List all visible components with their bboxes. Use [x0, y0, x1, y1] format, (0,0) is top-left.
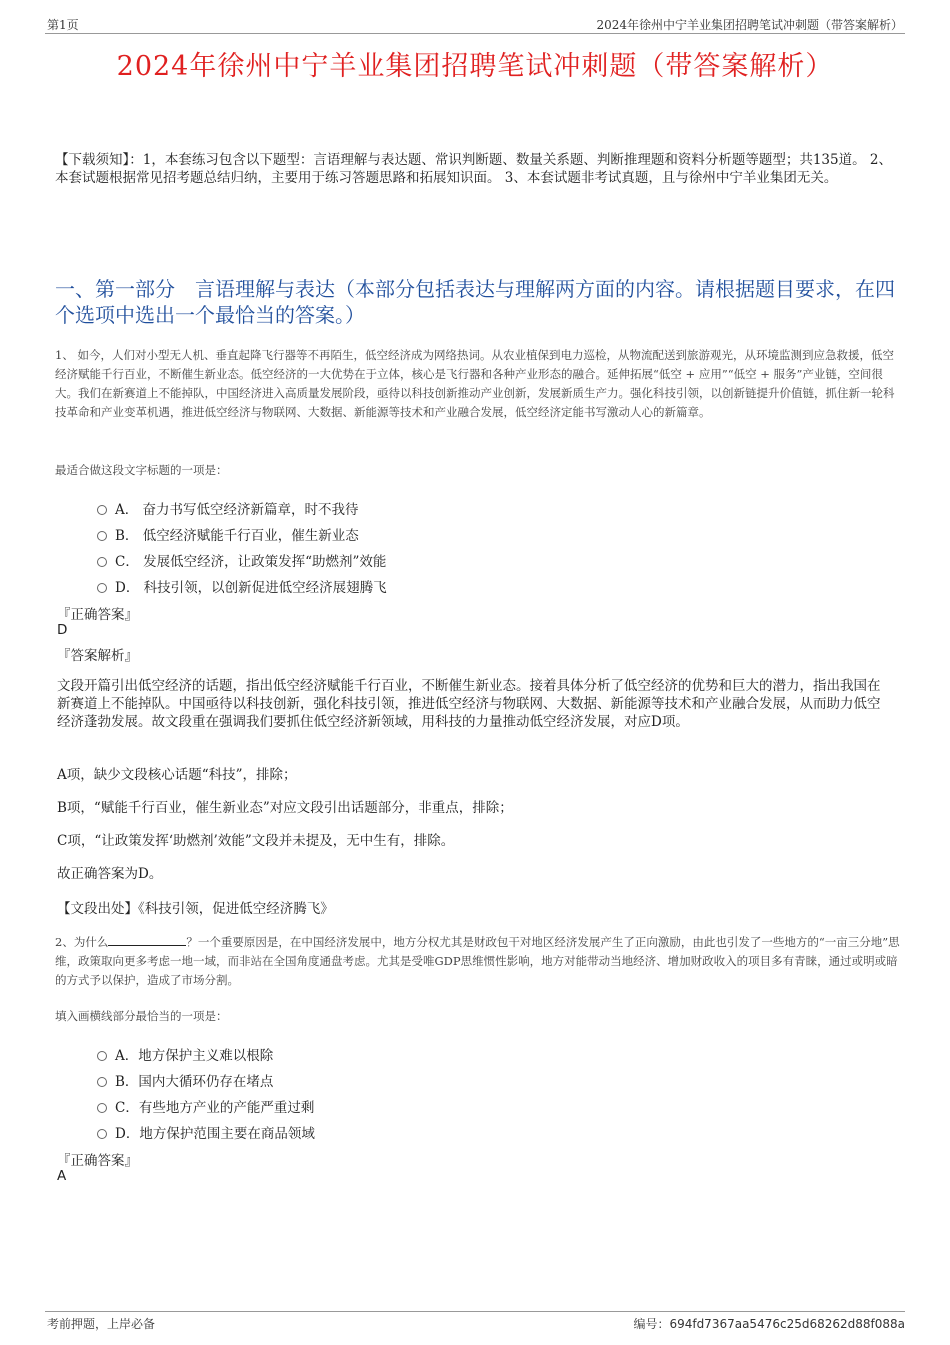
question-1-source: 【文段出处】《科技引领，促进低空经济腾飞》 [57, 901, 334, 917]
footer-divider [45, 1311, 905, 1312]
radio-icon[interactable] [97, 1129, 107, 1139]
question-2-answer: A [57, 1168, 67, 1184]
question-2-option-a[interactable]: A．地方保护主义难以根除 [97, 1044, 273, 1064]
question-1-option-a[interactable]: A． 奋力书写低空经济新篇章，时不我待 [97, 498, 359, 518]
question-1-conclusion: 故正确答案为D。 [57, 866, 163, 882]
document-title: 2024年徐州中宁羊业集团招聘笔试冲刺题（带答案解析） [116, 51, 834, 82]
question-1-analysis-c: C项，“让政策发挥‘助燃剂’效能”文段并未提及，无中生有，排除。 [57, 833, 455, 849]
question-1-answer-label: 『正确答案』 [57, 607, 138, 623]
question-1-analysis-label: 『答案解析』 [57, 648, 138, 664]
question-2-option-c[interactable]: C．有些地方产业的产能严重过剩 [97, 1096, 314, 1116]
fill-blank [108, 933, 186, 946]
header-doc-title: 2024年徐州中宁羊业集团招聘笔试冲刺题（带答案解析） [596, 18, 903, 32]
question-1-analysis-b: B项，“赋能千行百业，催生新业态”对应文段引出话题部分，非重点，排除； [57, 800, 513, 816]
section-heading: 一、第一部分 言语理解与表达（本部分包括表达与理解两方面的内容。请根据题目要求，在四个选项中选出一个最恰当的答案。） [55, 277, 895, 327]
radio-icon[interactable] [97, 583, 107, 593]
question-1-analysis-a: A项，缺少文段核心话题“科技”，排除； [57, 767, 297, 783]
footer-document-id: 编号：694fd7367aa5476c25d68262d88f088a [633, 1317, 905, 1331]
radio-icon[interactable] [97, 557, 107, 567]
question-1-analysis-paragraph: 文段开篇引出低空经济的话题，指出低空经济赋能千行百业，不断催生新业态。接着具体分析了低空经济的优势和巨大的潜力，指出我国在新赛道上不能掉队。中国亟待以科技创新，强化科技引领，推进低空经济与物联网、大数据、新能源等技术和产业融合发展，从而助力低空经济蓬勃发展。故文段重在强调我们要抓住低空经济新领域，用科技的力量推动低空经济发展，对应D项。 [57, 678, 881, 730]
footer-slogan: 考前押题，上岸必备 [47, 1317, 156, 1331]
question-1-prompt: 最适合做这段文字标题的一项是： [55, 463, 228, 477]
question-1-answer: D [57, 622, 68, 638]
question-2-answer-label: 『正确答案』 [57, 1153, 138, 1169]
radio-icon[interactable] [97, 531, 107, 541]
question-2-option-d[interactable]: D．地方保护范围主要在商品领域 [97, 1122, 315, 1142]
page-number: 第1页 [47, 18, 79, 32]
question-2-prompt: 填入画横线部分最恰当的一项是： [55, 1009, 228, 1023]
download-notice: 【下载须知】：1，本套练习包含以下题型：言语理解与表达题、常识判断题、数量关系题、判断推理题和资料分析题等题型；共135道。 2、本套试题根据常见招考题总结归纳，主要用于练习答题思路和拓展知识面。 3、本套试题非考试真题，且与徐州中宁羊业集团无关。 [55, 152, 892, 186]
question-1-option-b[interactable]: B． 低空经济赋能千行百业，催生新业态 [97, 524, 359, 544]
question-2-option-b[interactable]: B．国内大循环仍存在堵点 [97, 1070, 273, 1090]
radio-icon[interactable] [97, 505, 107, 515]
radio-icon[interactable] [97, 1103, 107, 1113]
header-divider [45, 33, 905, 34]
radio-icon[interactable] [97, 1051, 107, 1061]
radio-icon[interactable] [97, 1077, 107, 1087]
question-1-option-c[interactable]: C． 发展低空经济，让政策发挥“助燃剂”效能 [97, 550, 386, 570]
question-2-stem: 2、为什么 ？一个重要原因是，在中国经济发展中，地方分权尤其是财政包干对地区经济发展产生了正向激励，由此也引发了一些地方的“一亩三分地”思维，政策取向更多考虑一地一域，而非站在全国角度通盘考虑。尤其是受唯GDP思维惯性影响，地方对能带动当地经济、增加财政收入的项目多有青睐，通过或明或暗的方式予以保护，造成了市场分割。 [55, 935, 900, 987]
question-1-stem: 1、 如今，人们对小型无人机、垂直起降飞行器等不再陌生，低空经济成为网络热词。从农业植保到电力巡检，从物流配送到旅游观光，从环境监测到应急救援，低空经济赋能千行百业，不断催生新业态。低空经济的一大优势在于立体，核心是飞行器和各种产业形态的融合。延伸拓展“低空 + 应用”“低空 + 服务”产业链，空间很大。我们在新赛道上不能掉队，中国经济进入高质量发展阶段，亟待以科技创新推动产业创新，发展新质生产力。强化科技引领，以创新链提升价值链，抓住新一轮科技革命和产业变革机遇，推进低空经济与物联网、大数据、新能源等技术和产业融合发展，低空经济定能书写激动人心的新篇章。 [55, 348, 895, 419]
question-1-option-d[interactable]: D． 科技引领，以创新促进低空经济展翅腾飞 [97, 576, 387, 596]
